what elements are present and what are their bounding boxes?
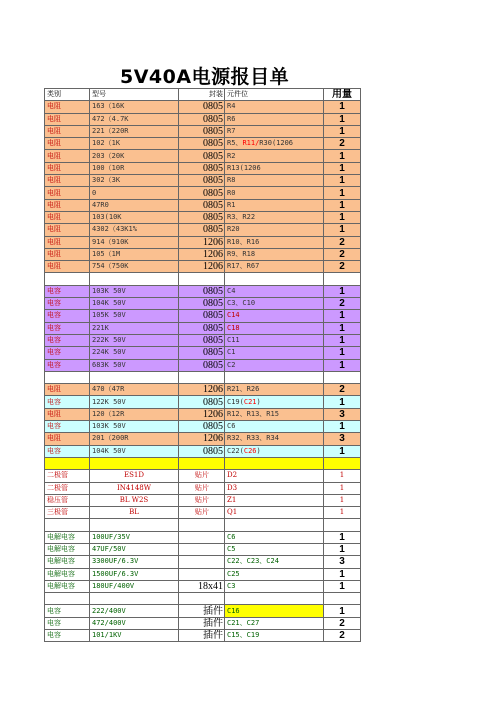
package-cell: [179, 531, 225, 543]
part-cell: 470（47R: [90, 384, 179, 396]
position-cell: R12、R13、R15: [225, 408, 324, 420]
part-cell: 105K 50V: [90, 310, 179, 322]
category-cell: 三极管: [45, 507, 90, 519]
category-cell: 电容: [45, 359, 90, 371]
package-cell: 0805: [179, 175, 225, 187]
qty-cell: 1: [324, 199, 361, 211]
table-row: [45, 162, 361, 174]
qty-cell: 1: [324, 396, 361, 408]
position-cell: C4: [225, 285, 324, 297]
part-cell: ES1D: [90, 470, 179, 482]
part-cell: 163（16K: [90, 101, 179, 113]
package-cell: 贴片: [179, 470, 225, 482]
table-row: [45, 236, 361, 248]
position-cell: C3、C10: [225, 298, 324, 310]
part-cell: 203（20K: [90, 150, 179, 162]
position-cell: C2: [225, 359, 324, 371]
package-cell: 贴片: [179, 507, 225, 519]
part-cell: 4302（43K1%: [90, 224, 179, 236]
table-row: [45, 261, 361, 273]
table-row: [45, 605, 361, 617]
category-cell: 电容: [45, 421, 90, 433]
package-cell: 贴片: [179, 482, 225, 494]
header-package: 封装: [179, 89, 225, 101]
part-cell: 914（910K: [90, 236, 179, 248]
table-row: [45, 617, 361, 629]
part-cell: 201（200R: [90, 433, 179, 445]
position-part: R30(1206: [259, 139, 294, 148]
empty-cell: [179, 273, 225, 285]
package-cell: [179, 556, 225, 568]
package-cell: [179, 568, 225, 580]
part-cell: 47UF/50V: [90, 543, 179, 555]
empty-cell: [324, 519, 361, 531]
part-cell: 100UF/35V: [90, 531, 179, 543]
page-title: 5V40A电源报目单: [120, 66, 290, 88]
package-cell: 0805: [179, 298, 225, 310]
part-cell: 105（1M: [90, 248, 179, 260]
spacer-row: [45, 273, 361, 285]
category-cell: 电阻: [45, 384, 90, 396]
table-row: [45, 531, 361, 543]
package-cell: 0805: [179, 359, 225, 371]
position-cell: C22、C23、C24: [225, 556, 324, 568]
table-row: [45, 150, 361, 162]
qty-cell: 1: [324, 224, 361, 236]
category-cell: 电解电容: [45, 531, 90, 543]
qty-cell: 1: [324, 187, 361, 199]
position-part: R11/: [242, 139, 260, 148]
part-cell: 103K 50V: [90, 285, 179, 297]
position-cell: R10、R16: [225, 236, 324, 248]
bom-table: [44, 88, 361, 642]
empty-cell: [225, 593, 324, 605]
qty-cell: 1: [324, 605, 361, 617]
category-cell: 电阻: [45, 236, 90, 248]
part-cell: BL W2S: [90, 494, 179, 506]
spacer-row: [45, 593, 361, 605]
category-cell: 电容: [45, 322, 90, 334]
package-cell: 0805: [179, 199, 225, 211]
table-row: [45, 224, 361, 236]
part-cell: 100（10R: [90, 162, 179, 174]
empty-cell: [45, 593, 90, 605]
package-cell: 1206: [179, 384, 225, 396]
category-cell: 电容: [45, 334, 90, 346]
table-row: [45, 199, 361, 211]
package-cell: 0805: [179, 187, 225, 199]
position-cell: D2: [225, 470, 324, 482]
qty-cell: 1: [324, 285, 361, 297]
position-cell: R1: [225, 199, 324, 211]
package-cell: 0805: [179, 150, 225, 162]
empty-cell: [90, 273, 179, 285]
category-cell: 电阻: [45, 433, 90, 445]
part-cell: 224K 50V: [90, 347, 179, 359]
position-part: ): [256, 397, 261, 406]
category-cell: 电阻: [45, 187, 90, 199]
empty-cell: [324, 593, 361, 605]
category-cell: 稳压管: [45, 494, 90, 506]
qty-cell: 2: [324, 236, 361, 248]
table-row: [45, 359, 361, 371]
table-row: [45, 101, 361, 113]
category-cell: 二极管: [45, 470, 90, 482]
category-cell: 电容: [45, 396, 90, 408]
category-cell: 电阻: [45, 248, 90, 260]
position-cell: C18: [225, 322, 324, 334]
position-cell: C5: [225, 543, 324, 555]
table-row: [45, 187, 361, 199]
position-cell: C25: [225, 568, 324, 580]
table-row: [45, 421, 361, 433]
empty-cell: [90, 519, 179, 531]
spacer-row: [45, 457, 361, 469]
table-row: [45, 113, 361, 125]
table-row: [45, 408, 361, 420]
table-row: [45, 248, 361, 260]
package-cell: 0805: [179, 125, 225, 137]
header-row: [45, 89, 361, 101]
package-cell: 0805: [179, 445, 225, 457]
package-cell: 1206: [179, 433, 225, 445]
position-part: R5、: [227, 139, 243, 148]
part-cell: IN4148W: [90, 482, 179, 494]
position-cell: C15、C19: [225, 630, 324, 642]
position-part: C26: [243, 446, 257, 455]
header-position: 元件位: [225, 89, 324, 101]
empty-cell: [225, 457, 324, 469]
category-cell: 电解电容: [45, 580, 90, 592]
category-cell: 电解电容: [45, 556, 90, 568]
table-row: [45, 138, 361, 150]
part-cell: 122K 50V: [90, 396, 179, 408]
category-cell: 电解电容: [45, 568, 90, 580]
package-cell: 0805: [179, 138, 225, 150]
qty-cell: 1: [324, 211, 361, 223]
qty-cell: 2: [324, 248, 361, 260]
table-row: [45, 175, 361, 187]
qty-cell: 1: [324, 150, 361, 162]
qty-cell: 1: [324, 568, 361, 580]
empty-cell: [45, 519, 90, 531]
part-cell: 103K 50V: [90, 421, 179, 433]
qty-cell: 1: [324, 580, 361, 592]
category-cell: 电容: [45, 285, 90, 297]
spacer-row: [45, 519, 361, 531]
empty-cell: [324, 273, 361, 285]
part-cell: 3300UF/6.3V: [90, 556, 179, 568]
qty-cell: 2: [324, 261, 361, 273]
part-cell: 1500UF/6.3V: [90, 568, 179, 580]
qty-cell: 1: [324, 101, 361, 113]
qty-cell: 3: [324, 433, 361, 445]
part-cell: 754（750K: [90, 261, 179, 273]
category-cell: 电容: [45, 310, 90, 322]
position-cell: C14: [225, 310, 324, 322]
table-row: [45, 310, 361, 322]
package-cell: 0805: [179, 113, 225, 125]
header-part: 型号: [90, 89, 179, 101]
qty-cell: 1: [324, 347, 361, 359]
table-row: [45, 334, 361, 346]
package-cell: 插件: [179, 630, 225, 642]
package-cell: 18x41: [179, 580, 225, 592]
category-cell: 电容: [45, 630, 90, 642]
table-row: [45, 298, 361, 310]
header-qty: 用量: [324, 89, 361, 101]
part-cell: 683K 50V: [90, 359, 179, 371]
table-row: [45, 568, 361, 580]
category-cell: 电阻: [45, 101, 90, 113]
position-cell: R17、R67: [225, 261, 324, 273]
position-cell: R13(1206: [225, 162, 324, 174]
qty-cell: 1: [324, 445, 361, 457]
part-cell: 104K 50V: [90, 298, 179, 310]
package-cell: 0805: [179, 285, 225, 297]
qty-cell: 2: [324, 630, 361, 642]
empty-cell: [324, 371, 361, 383]
category-cell: 电阻: [45, 150, 90, 162]
empty-cell: [45, 457, 90, 469]
category-cell: 电阻: [45, 408, 90, 420]
category-cell: 电阻: [45, 199, 90, 211]
package-cell: 1206: [179, 408, 225, 420]
table-row: [45, 494, 361, 506]
part-cell: 302（3K: [90, 175, 179, 187]
table-row: [45, 507, 361, 519]
table-row: [45, 482, 361, 494]
position-cell: R4: [225, 101, 324, 113]
part-cell: 222K 50V: [90, 334, 179, 346]
package-cell: 1206: [179, 261, 225, 273]
package-cell: 0805: [179, 224, 225, 236]
empty-cell: [225, 273, 324, 285]
table-row: [45, 347, 361, 359]
position-part: ): [256, 446, 261, 455]
table-row: [45, 384, 361, 396]
position-cell: Q1: [225, 507, 324, 519]
qty-cell: 1: [324, 162, 361, 174]
package-cell: [179, 543, 225, 555]
table-row: [45, 470, 361, 482]
qty-cell: 1: [324, 125, 361, 137]
empty-cell: [179, 457, 225, 469]
table-row: [45, 285, 361, 297]
qty-cell: 1: [324, 113, 361, 125]
position-cell: R3、R22: [225, 211, 324, 223]
part-cell: 103(10K: [90, 211, 179, 223]
position-cell: R2: [225, 150, 324, 162]
position-cell: R6: [225, 113, 324, 125]
position-cell: [225, 138, 324, 150]
qty-cell: 1: [324, 470, 361, 482]
qty-cell: 1: [324, 322, 361, 334]
qty-cell: 3: [324, 408, 361, 420]
empty-cell: [179, 371, 225, 383]
package-cell: 插件: [179, 617, 225, 629]
qty-cell: 1: [324, 175, 361, 187]
qty-cell: 2: [324, 617, 361, 629]
header-category: 类别: [45, 89, 90, 101]
package-cell: 0805: [179, 347, 225, 359]
part-cell: 221K: [90, 322, 179, 334]
table-row: [45, 322, 361, 334]
package-cell: 0805: [179, 322, 225, 334]
position-cell: R20: [225, 224, 324, 236]
empty-cell: [225, 519, 324, 531]
part-cell: 101/1KV: [90, 630, 179, 642]
package-cell: 1206: [179, 236, 225, 248]
qty-cell: 1: [324, 482, 361, 494]
position-cell: [225, 396, 324, 408]
category-cell: 电容: [45, 298, 90, 310]
empty-cell: [90, 457, 179, 469]
position-cell: C21、C27: [225, 617, 324, 629]
package-cell: 1206: [179, 248, 225, 260]
qty-cell: 1: [324, 531, 361, 543]
part-cell: 120（12R: [90, 408, 179, 420]
position-cell: C11: [225, 334, 324, 346]
position-cell: R32、R33、R34: [225, 433, 324, 445]
table-row: [45, 396, 361, 408]
position-part: C19(: [227, 397, 244, 406]
category-cell: 电阻: [45, 224, 90, 236]
part-cell: 472/400V: [90, 617, 179, 629]
category-cell: 电容: [45, 445, 90, 457]
qty-cell: 1: [324, 310, 361, 322]
empty-cell: [324, 457, 361, 469]
category-cell: 电阻: [45, 175, 90, 187]
package-cell: 0805: [179, 310, 225, 322]
empty-cell: [45, 371, 90, 383]
table-row: [45, 445, 361, 457]
category-cell: 电阻: [45, 138, 90, 150]
empty-cell: [90, 593, 179, 605]
package-cell: 0805: [179, 334, 225, 346]
position-cell: R7: [225, 125, 324, 137]
package-cell: 贴片: [179, 494, 225, 506]
position-cell: C6: [225, 531, 324, 543]
category-cell: 电容: [45, 617, 90, 629]
part-cell: BL: [90, 507, 179, 519]
part-cell: 472（4.7K: [90, 113, 179, 125]
table-row: [45, 630, 361, 642]
package-cell: 0805: [179, 162, 225, 174]
package-cell: 0805: [179, 211, 225, 223]
empty-cell: [179, 593, 225, 605]
part-cell: 104K 50V: [90, 445, 179, 457]
table-row: [45, 543, 361, 555]
qty-cell: 1: [324, 359, 361, 371]
part-cell: 47R0: [90, 199, 179, 211]
table-row: [45, 556, 361, 568]
qty-cell: 3: [324, 556, 361, 568]
position-cell: C6: [225, 421, 324, 433]
qty-cell: 1: [324, 543, 361, 555]
category-cell: 电阻: [45, 113, 90, 125]
category-cell: 电阻: [45, 162, 90, 174]
package-cell: 0805: [179, 101, 225, 113]
category-cell: 电阻: [45, 261, 90, 273]
part-cell: 222/400V: [90, 605, 179, 617]
qty-cell: 2: [324, 384, 361, 396]
position-cell: R8: [225, 175, 324, 187]
table-row: [45, 433, 361, 445]
qty-cell: 1: [324, 334, 361, 346]
category-cell: 电阻: [45, 211, 90, 223]
part-cell: 221（220R: [90, 125, 179, 137]
position-cell: R21、R26: [225, 384, 324, 396]
part-cell: 102（1K: [90, 138, 179, 150]
position-cell: Z1: [225, 494, 324, 506]
position-part: C21: [243, 397, 257, 406]
package-cell: 0805: [179, 421, 225, 433]
position-part: C22(: [227, 446, 244, 455]
position-cell: C16: [225, 605, 324, 617]
qty-cell: 1: [324, 507, 361, 519]
category-cell: 二极管: [45, 482, 90, 494]
empty-cell: [90, 371, 179, 383]
part-cell: 180UF/400V: [90, 580, 179, 592]
qty-cell: 2: [324, 138, 361, 150]
category-cell: 电解电容: [45, 543, 90, 555]
category-cell: 电容: [45, 347, 90, 359]
qty-cell: 1: [324, 421, 361, 433]
package-cell: 插件: [179, 605, 225, 617]
position-cell: C1: [225, 347, 324, 359]
empty-cell: [179, 519, 225, 531]
table-row: [45, 211, 361, 223]
category-cell: 电阻: [45, 125, 90, 137]
category-cell: 电容: [45, 605, 90, 617]
position-cell: C3: [225, 580, 324, 592]
spacer-row: [45, 371, 361, 383]
empty-cell: [225, 371, 324, 383]
table-row: [45, 125, 361, 137]
qty-cell: 1: [324, 494, 361, 506]
empty-cell: [45, 273, 90, 285]
package-cell: 0805: [179, 396, 225, 408]
part-cell: 0: [90, 187, 179, 199]
position-cell: R9、R18: [225, 248, 324, 260]
position-cell: D3: [225, 482, 324, 494]
position-cell: R0: [225, 187, 324, 199]
qty-cell: 2: [324, 298, 361, 310]
position-cell: [225, 445, 324, 457]
table-row: [45, 580, 361, 592]
